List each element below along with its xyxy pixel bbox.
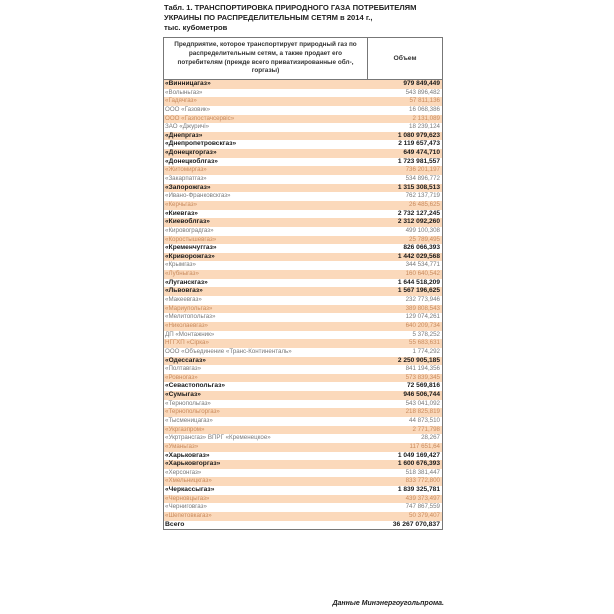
table-row: [164, 434, 442, 443]
volume-value: 55 683,631: [409, 339, 440, 347]
table-row: [164, 236, 442, 245]
volume-value: 2 771,798: [412, 425, 440, 433]
volume-value: 1 567 196,625: [397, 287, 440, 295]
table-row: [164, 382, 442, 391]
volume-value: 232 773,946: [405, 296, 440, 304]
table-row: [164, 184, 442, 193]
company-name: «Лубныгаз»: [165, 270, 199, 278]
company-name: «Днепропетровскгаз»: [165, 140, 237, 148]
volume-value: 16 068,386: [409, 105, 440, 113]
volume-value: 218 825,819: [405, 408, 440, 416]
table-row: [164, 175, 442, 184]
company-name: ООО «Объединение «Транс-Континенталь»: [165, 347, 292, 355]
gas-transport-table: [163, 37, 443, 530]
table-row: [164, 279, 442, 288]
company-name: ЗАО «Джуричі»: [165, 123, 210, 131]
volume-value: 543 041,092: [405, 399, 440, 407]
volume-value: 1 774,292: [412, 347, 440, 355]
company-name: «Черниговгаз»: [165, 503, 207, 511]
title-line-3: тыс. кубометров: [164, 23, 228, 32]
table-row: [164, 495, 442, 504]
company-name: «Запорожгаз»: [165, 183, 211, 191]
volume-value: 2 312 092,260: [397, 218, 440, 226]
volume-value: 2 119 657,473: [398, 140, 440, 148]
volume-value: 50 379,407: [409, 512, 440, 520]
volume-value: 28,267: [421, 434, 440, 442]
table-row: [164, 106, 442, 115]
table-row: [164, 400, 442, 409]
table-row: [164, 140, 442, 149]
header-company: Предприятие, которое транспортирует природный газ по распределительным сетям, а также продает его потребителям (прежде всего приватизированные обл-, горгазы): [164, 38, 368, 79]
table-row: [164, 460, 442, 469]
company-name: «Днепргаз»: [165, 131, 203, 139]
volume-value: 1 600 676,393: [397, 460, 440, 468]
table-row: [164, 97, 442, 106]
volume-value: 649 474,710: [403, 149, 440, 157]
volume-value: 26 485,625: [409, 200, 440, 208]
title-line-1: Табл. 1. ТРАНСПОРТИРОВКА ПРИРОДНОГО ГАЗА ПОТРЕБИТЕЛЯМ: [164, 3, 417, 12]
company-name: «Житомиргаз»: [165, 166, 207, 174]
company-name: «Волыньгаз»: [165, 88, 203, 96]
company-name: «Мелитопольгаз»: [165, 313, 216, 321]
volume-value: 747 867,559: [405, 503, 440, 511]
volume-value: 1 049 169,427: [397, 451, 440, 459]
company-name: «Кременчуггаз»: [165, 244, 217, 252]
company-name: «Ивано-Франковскгаз»: [165, 192, 231, 200]
volume-value: 826 066,393: [403, 244, 440, 252]
volume-value: 1 723 981,557: [397, 157, 440, 165]
volume-value: 439 373,497: [405, 494, 440, 502]
total-value: 36 267 070,837: [392, 520, 440, 528]
volume-value: 573 839,345: [405, 373, 440, 381]
company-name: «Севастопольгаз»: [165, 382, 226, 390]
volume-value: 72 569,816: [406, 382, 440, 390]
volume-value: 736 201,197: [405, 166, 440, 174]
company-name: «Закарпатгаз»: [165, 175, 207, 183]
company-name: «Керчьгаз»: [165, 200, 198, 208]
company-name: «Киевгаз»: [165, 209, 198, 217]
company-name: «Херсонгаз»: [165, 468, 202, 476]
table-row: [164, 261, 442, 270]
volume-value: 117 651,64: [409, 442, 440, 450]
total-label: Всего: [165, 520, 185, 528]
company-name: «Коростышевгаз»: [165, 235, 217, 243]
volume-value: 1 442 029,568: [397, 252, 440, 260]
volume-value: 2 732 127,245: [397, 209, 440, 217]
table-row: [164, 296, 442, 305]
table-row: [164, 357, 442, 366]
company-name: ООО «Газовик»: [165, 105, 211, 113]
company-name: «Уманьгаз»: [165, 442, 199, 450]
volume-value: 44 873,510: [409, 416, 440, 424]
volume-value: 762 137,719: [405, 192, 440, 200]
volume-value: 18 239,124: [409, 123, 440, 131]
company-name: «Харьковгоргаз»: [165, 460, 221, 468]
company-name: «Укртрансгаз» ВПРГ «Кременецкое»: [165, 434, 271, 442]
company-name: «Шепетовкагаз»: [165, 512, 212, 520]
table-row: [164, 80, 442, 89]
table-row: [164, 365, 442, 374]
table-header: [164, 38, 442, 80]
table-row: [164, 469, 442, 478]
volume-value: 389 808,543: [405, 304, 440, 312]
table-row: [164, 503, 442, 512]
company-name: «Луганскгаз»: [165, 278, 208, 286]
volume-value: 1 839 325,781: [397, 486, 440, 494]
company-name: «Хмельницкгаз»: [165, 477, 212, 485]
table-row: [164, 322, 442, 331]
table-row: [164, 201, 442, 210]
company-name: «Ровногаз»: [165, 373, 198, 381]
company-name: «Харьковгаз»: [165, 451, 210, 459]
company-name: «Крымгаз»: [165, 261, 196, 269]
table-row: [164, 287, 442, 296]
table-row: [164, 348, 442, 357]
table-row: [164, 486, 442, 495]
company-name: НГГХП «Сірка»: [165, 339, 209, 347]
company-name: «Винницагаз»: [165, 80, 211, 87]
company-name: «Донецкгоргаз»: [165, 149, 217, 157]
volume-value: 534 896,772: [405, 175, 440, 183]
company-name: «Гадячгаз»: [165, 97, 197, 105]
company-name: ДП «Монтажник»: [165, 330, 215, 338]
table-row: [164, 115, 442, 124]
volume-value: 499 100,308: [405, 226, 440, 234]
volume-value: 57 811,136: [409, 97, 440, 105]
source-note: Данные Минэнергоугольпрома.: [332, 600, 444, 607]
company-name: «Черкассыгаз»: [165, 486, 215, 494]
volume-value: 833 772,800: [405, 477, 440, 485]
company-name: «Криворожгаз»: [165, 252, 215, 260]
table-row: [164, 158, 442, 167]
table-row: [164, 132, 442, 141]
volume-value: 1 080 979,623: [397, 131, 440, 139]
table-title: [164, 3, 454, 33]
volume-value: 160 640,542: [405, 270, 440, 278]
table-body: [164, 80, 442, 529]
volume-value: 344 534,771: [405, 261, 440, 269]
table-row: [164, 374, 442, 383]
table-row: [164, 210, 442, 219]
table-row: [164, 512, 442, 521]
table-row: [164, 417, 442, 426]
table-row: [164, 218, 442, 227]
volume-value: 25 789,495: [409, 235, 440, 243]
volume-value: 129 074,261: [405, 313, 440, 321]
volume-value: 640 209,734: [405, 321, 440, 329]
company-name: «Тысменицагаз»: [165, 416, 213, 424]
table-row: [164, 331, 442, 340]
table-row: [164, 339, 442, 348]
company-name: «Донецкоблгаз»: [165, 157, 218, 165]
volume-value: 2 131,089: [412, 114, 440, 122]
table-row: [164, 89, 442, 98]
volume-value: 2 250 905,185: [397, 356, 440, 364]
volume-value: 841 194,356: [405, 365, 440, 373]
table-row: [164, 270, 442, 279]
table-row: [164, 391, 442, 400]
table-row: [164, 123, 442, 132]
table-row: [164, 227, 442, 236]
company-name: «Львовгаз»: [165, 287, 203, 295]
company-name: «Мариупольгаз»: [165, 304, 213, 312]
table-row: [164, 244, 442, 253]
volume-value: 543 896,482: [405, 88, 440, 96]
table-row: [164, 452, 442, 461]
table-row: [164, 408, 442, 417]
company-name: «Николаевгаз»: [165, 321, 208, 329]
total-row: [164, 521, 442, 530]
table-row: [164, 149, 442, 158]
company-name: «Тернопольгаз»: [165, 399, 211, 407]
table-row: [164, 477, 442, 486]
company-name: «Тернопольгоргаз»: [165, 408, 220, 416]
volume-value: 946 506,744: [403, 391, 440, 399]
company-name: «Полтавгаз»: [165, 365, 202, 373]
title-line-2: УКРАИНЫ ПО РАСПРЕДЕЛИТЕЛЬНЫМ СЕТЯМ в 2014 г.,: [164, 13, 373, 22]
company-name: ООО «Газпостачсервіс»: [165, 114, 235, 122]
volume-value: 1 644 518,209: [397, 278, 440, 286]
table-row: [164, 305, 442, 314]
volume-value: 1 315 308,513: [397, 183, 440, 191]
volume-value: 518 381,447: [405, 468, 440, 476]
volume-value: 979 849,449: [403, 80, 440, 87]
company-name: «Укргазпром»: [165, 425, 205, 433]
volume-value: 5 378,252: [412, 330, 440, 338]
company-name: «Одессагаз»: [165, 356, 206, 364]
header-volume: Объем: [393, 55, 417, 62]
company-name: «Киевоблгаз»: [165, 218, 210, 226]
table-row: [164, 253, 442, 262]
company-name: «Макеевгаз»: [165, 296, 202, 304]
table-row: [164, 166, 442, 175]
company-name: «Черновцыгаз»: [165, 494, 210, 502]
company-name: «Сумыгаз»: [165, 391, 201, 399]
company-name: «Кировоградгаз»: [165, 226, 214, 234]
table-row: [164, 426, 442, 435]
table-row: [164, 192, 442, 201]
table-row: [164, 313, 442, 322]
table-row: [164, 443, 442, 452]
